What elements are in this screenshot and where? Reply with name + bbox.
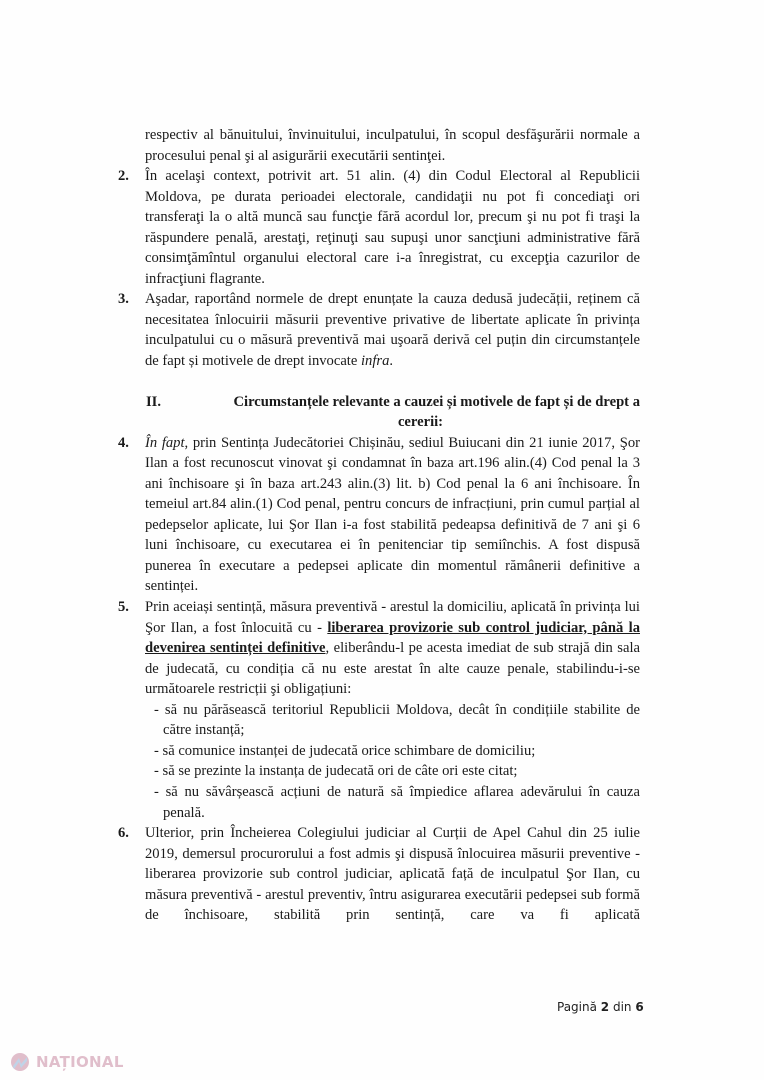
paragraph-text: În acelaşi context, potrivit art. 51 alin. (4) din Codul Electoral al Republicii Moldova, pe durata perioadei electorale, candidaţii nu pot fi concediaţi ori transferaţi la o altă muncă sau funcţie fără acordul lor, precum şi nu pot fi traşi la răspundere penală, arestaţi, reţinuţi sau supuşi unor sancţiuni administrative fără consimţămîntul organului electoral care i-a înregistrat, cu excepţia cazurilor de infracţiuni flagrante. — [145, 168, 640, 287]
section-title-line2: cererii: — [397, 414, 444, 431]
paragraph-6 — [118, 823, 640, 926]
section-number: II. — [146, 393, 162, 410]
total-pages: 6 — [635, 1000, 644, 1014]
paragraph-number: 4. — [118, 434, 129, 451]
obligation-item: - să nu săvârșească acțiuni de natură să împiedice aflarea adevărului în cauza penală. — [154, 783, 640, 821]
italic-lead: În fapt — [145, 434, 185, 451]
paragraph-number: 3. — [118, 291, 129, 308]
section-title-line1: Circumstanțele relevante a cauzei și motivele de fapt și de drept a — [233, 393, 640, 410]
page-label: Pagină — [557, 1000, 597, 1014]
emphasized-text: liberarea provizorie sub control judiciar, până la devenirea sentinței definitive — [145, 619, 640, 657]
page-footer — [557, 1000, 644, 1014]
obligation-item: - să se prezinte la instanța de judecată ori de câte ori este citat; — [154, 763, 518, 780]
italic-term: infra — [361, 353, 390, 370]
watermark-text: NAȚIONAL — [36, 1053, 124, 1071]
paragraph-5 — [118, 597, 640, 700]
paragraph-text: Ulterior, prin Încheierea Colegiului judiciar al Curții de Apel Cahul din 25 iulie 2019, demersul procurorului a fost admis şi dispusă înlocuirea măsurii preventive - liberarea provizorie sub control judiciar, aplicată față de inculpatul Şor Ilan, cu măsura preventivă - arestul preventiv, întru asigurarea executării pedepsei sub formă de închisoare, stabilită prin sentință, care va fi aplicată — [145, 825, 640, 924]
obligation-item: - să comunice instanței de judecată orice schimbare de domiciliu; — [154, 742, 536, 759]
paragraph-text-end: . — [389, 353, 394, 370]
paragraph-1-continuation: respectiv al bănuitului, învinuitului, inculpatului, în scopul desfăşurării normale a procesului penal şi al asigurării executării sentinţei. — [145, 127, 640, 164]
paragraph-number: 6. — [118, 825, 129, 842]
paragraph-2 — [118, 166, 640, 289]
section-heading — [118, 392, 640, 433]
paragraph-number: 5. — [118, 599, 129, 616]
paragraph-text: Aşadar, raportând normele de drept enunțate la cauza dedusă judecății, reținem că necesitatea înlocuirii măsurii preventive privative de libertate aplicate în privința inculpatului cu o măsură preventivă mai uşoară derivă cel puțin din circumstanțele de fapt și motivele de drept invocate — [145, 291, 640, 370]
paragraph-number: 2. — [118, 168, 129, 185]
national-logo-icon — [10, 1052, 30, 1072]
obligation-item: - să nu părăsească teritoriul Republicii Moldova, decât în condițiile stabilite de către instanță; — [154, 701, 640, 739]
paragraph-text-end: , eliberându-l pe acesta imediat de sub strajă din sala de judecată, cu condiția că nu este arestat în alte cauze penale, stabilindu-i-se următoarele restricții şi obligațiuni: — [145, 640, 640, 698]
of-label: din — [612, 1000, 632, 1014]
paragraph-text: , prin Sentința Judecătoriei Chișinău, sediul Buiucani din 21 iunie 2017, Şor Ilan a fost recunoscut vinovat şi condamnat în baza art.196 alin.(4) Cod penal la 3 ani închisoare şi în baza art.243 alin.(3) lit. b) Cod penal la 6 ani închisoare. În temeiul art.84 alin.(1) Cod penal, pentru concurs de infracțiuni, prin cumul parțial al pedepselor aplicate, lui Şor Ilan i-a fost stabilită pedeapsa definitivă de 7 ani şi 6 luni închisoare, cu executarea ei în penitenciar tip semiînchis. A fost dispusă punerea în executare a pedepsei aplicate din momentul rămânerii definitive a sentinței. — [145, 434, 640, 595]
document-body — [118, 125, 640, 926]
watermark — [10, 1052, 124, 1072]
paragraph-text: Prin aceiași sentință, măsura preventivă - arestul la domiciliu, aplicată în privința lui Şor Ilan, a fost înlocuită cu - — [145, 599, 640, 636]
current-page: 2 — [600, 1000, 610, 1014]
paragraph-4 — [118, 433, 640, 597]
paragraph-3 — [118, 289, 640, 371]
obligations-list — [118, 700, 640, 823]
